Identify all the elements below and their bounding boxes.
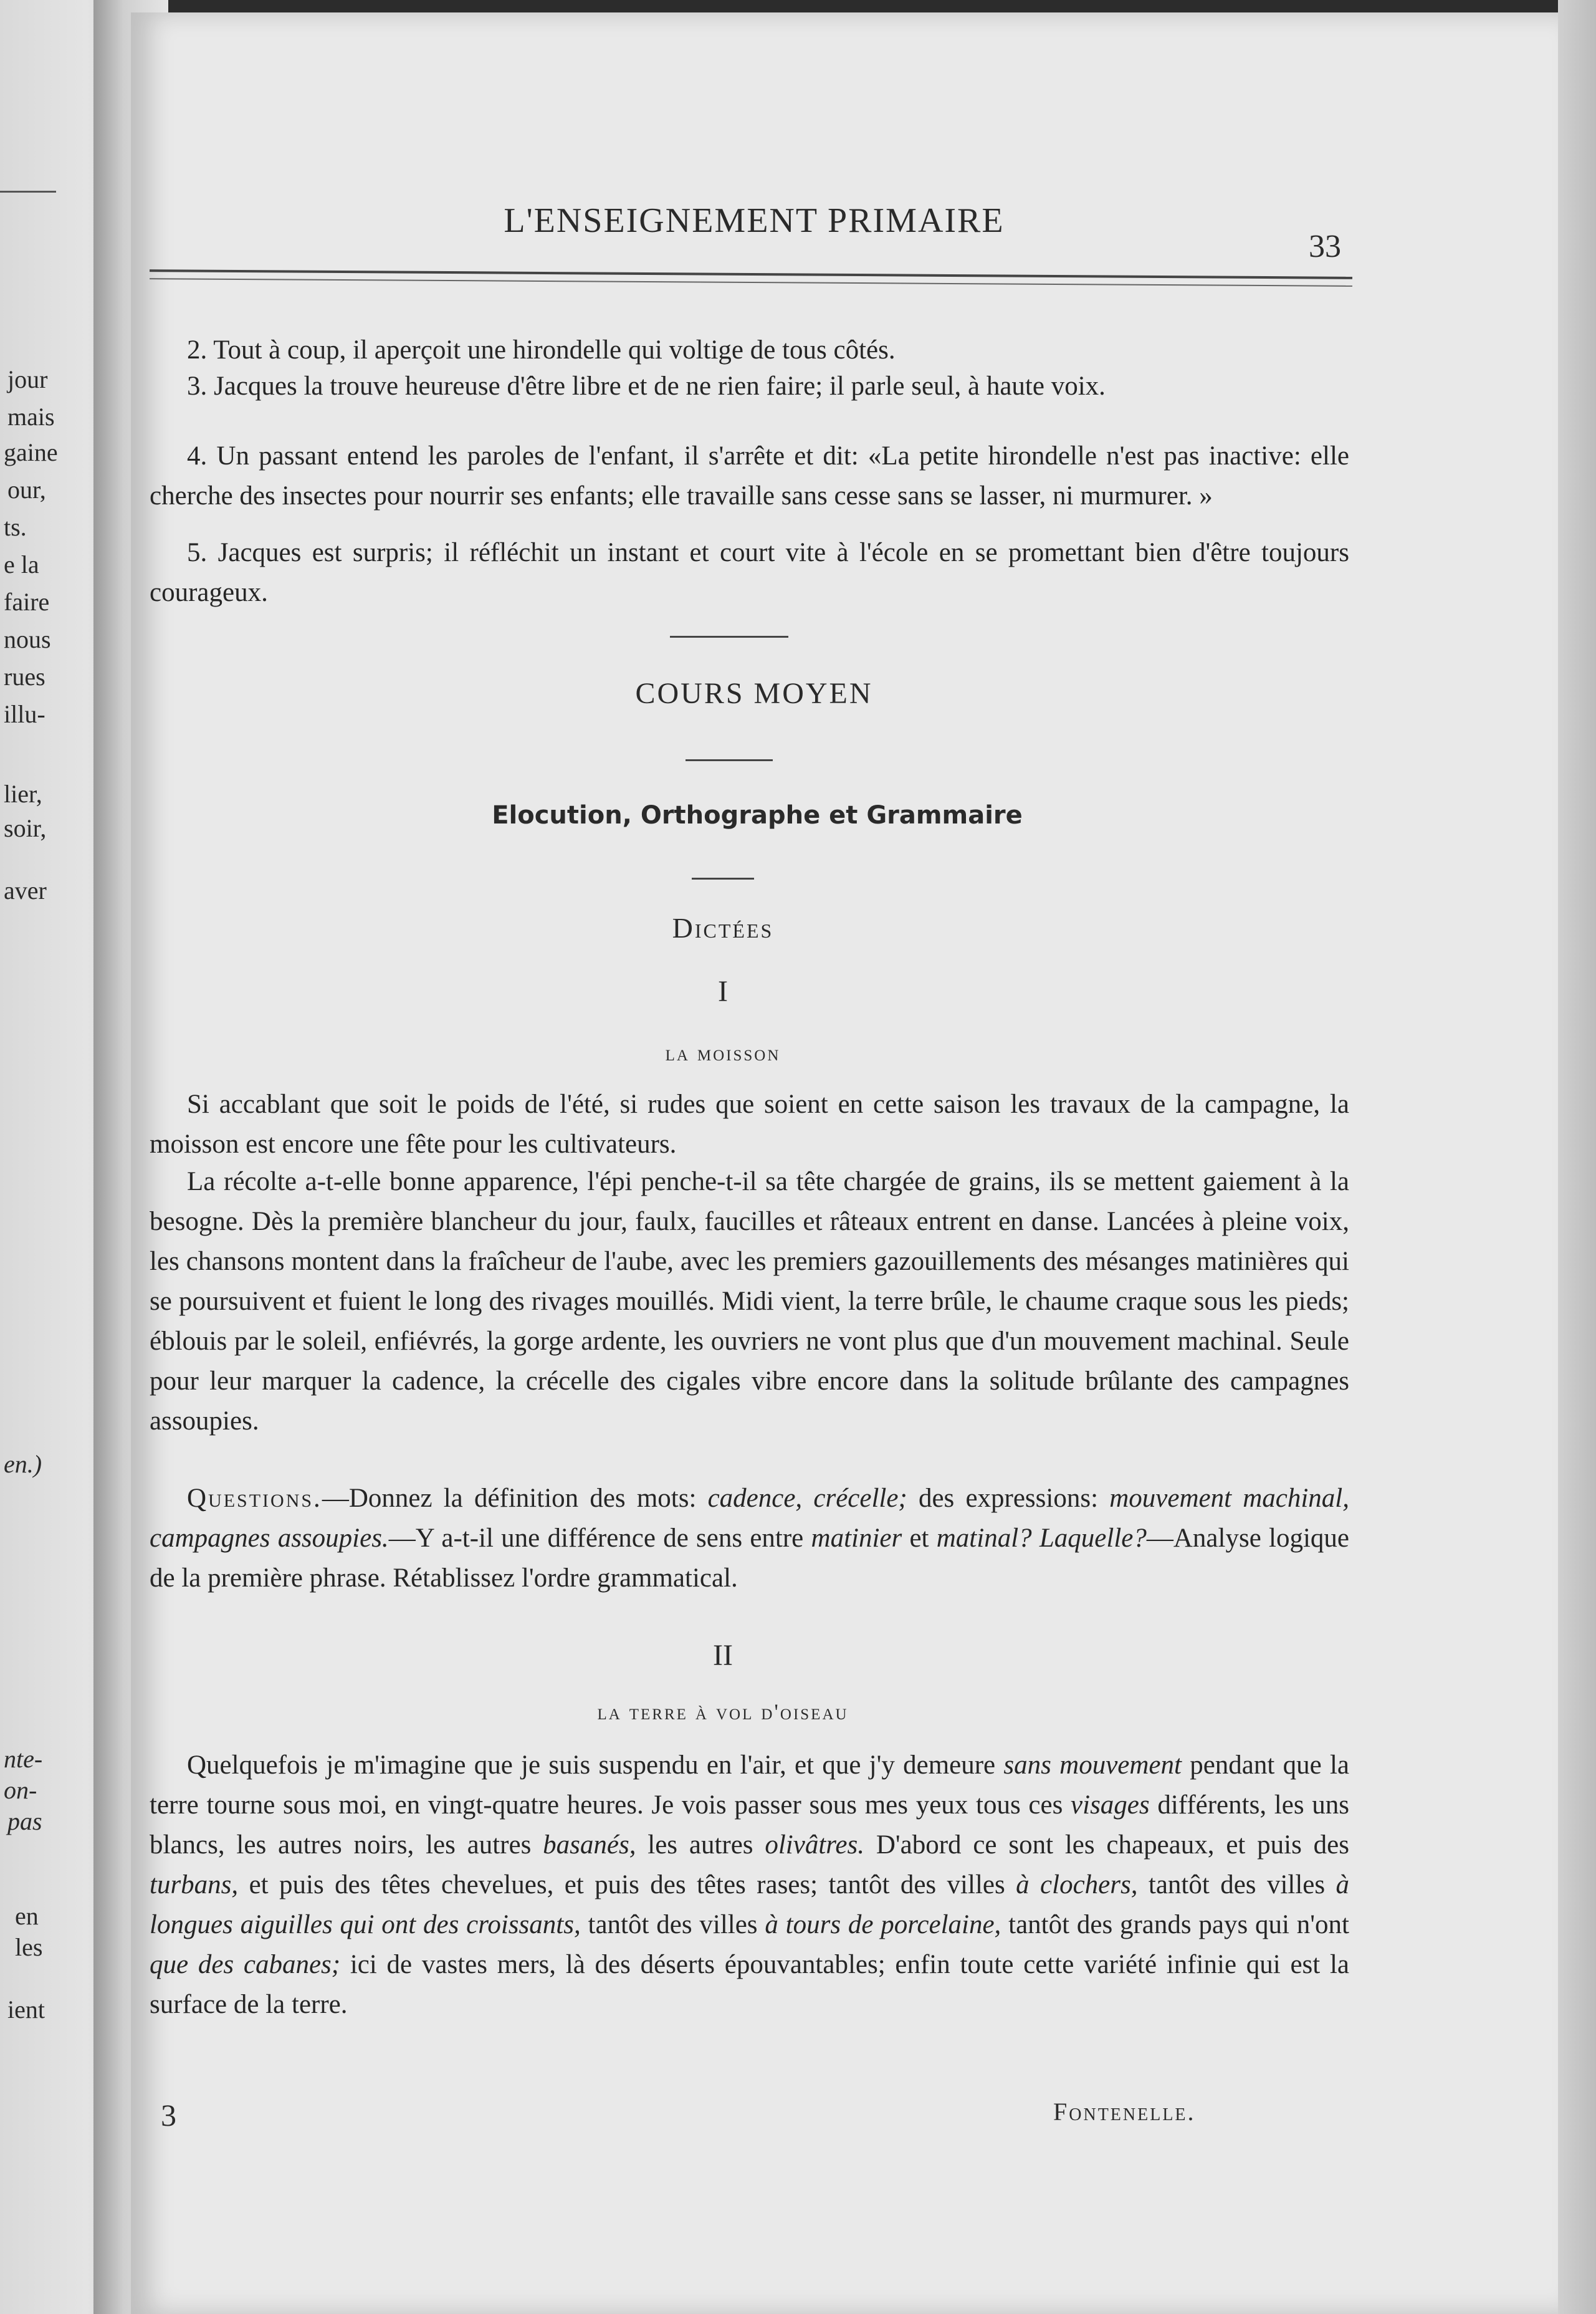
facing-page-fragment: gaine [4,438,58,466]
questions-italic: matinal? Laquelle? [936,1524,1147,1553]
questions-italic: mouvement machinal, campagnes assoupies. [150,1484,1349,1553]
dictee-text: les autres [636,1830,765,1860]
page-number: 33 [1309,229,1341,264]
questions-text: des expressions: [907,1484,1110,1513]
facing-page-fragment: lier, [4,780,42,808]
dictee-text: tantôt des grands pays qui n'ont [1001,1910,1350,1939]
dictee-italic: à tours de porcelaine, [765,1910,1001,1939]
author-attribution: Fontenelle. [1053,2098,1196,2126]
dictee-text: Quelquefois je m'imagine que je suis suspendu en l'air, et que j'y demeure [187,1750,1004,1780]
facing-page-fragment: ts. [4,513,27,541]
facing-page-fragment: les [15,1933,43,1961]
facing-page-fragment: en [15,1902,39,1930]
dictee-text: tantôt des villes [1137,1870,1336,1899]
dictee-title: la moisson [665,1040,781,1065]
facing-page-rule [0,191,56,193]
dictee-text: pendant que la terre tourne sous moi, en vingt-quatre heures. Je vois passer sous mes yeux tous ces [150,1750,1349,1820]
dictee-italic: que des cabanes; [150,1950,341,1979]
dictee-text: et puis des têtes chevelues, et puis des têtes rases; tantôt des villes [238,1870,1016,1899]
questions-text: —Y a-t-il une différence de sens entre [388,1524,811,1553]
facing-page-fragment: ient [7,1995,45,2024]
dictee-italic: olivâtres. [765,1830,864,1860]
facing-page-fragment: mais [7,403,55,431]
dictee-paragraph: Si accablant que soit le poids de l'été, si rudes que soient en cette saison les travaux de la campagne, la moisson est encore une fête pour les cultivateurs. [150,1090,1349,1159]
facing-page-fragment: e la [4,550,39,578]
dictee-italic: basanés, [543,1830,636,1860]
facing-page-fragment: our, [7,476,46,504]
section-title: COURS MOYEN [635,677,873,710]
facing-page-fragment: jour [7,365,48,393]
dictee-numeral: II [713,1639,733,1672]
questions-italic: cadence, crécelle; [707,1484,907,1513]
questions-text: —Donnez la définition des mots: [322,1484,708,1513]
facing-page-fragment: faire [4,588,50,616]
signature-mark: 3 [161,2098,176,2133]
dictee-italic: à longues aiguilles qui ont des croissants, [150,1870,1350,1939]
dictee-paragraph: La récolte a-t-elle bonne apparence, l'épi penche-t-il sa tête chargée de grains, ils se mettent gaiement à la besogne. Dès la première blancheur du jour, faulx, faucilles et râteaux entrent en danse. Lancées à pleine voix, les chansons montent dans la fraîcheur de l'aube, avec les premiers gazouillements des mésanges matinières qui se poursuivent et fuient le long des rivages mouillés. Midi vient, la terre brûle, le chaume craque sous les pieds; éblouis par le soleil, enfiévrés, la gorge ardente, les ouvriers ne vont plus que d'un mouvement machinal. Seule pour leur marquer la cadence, la crécelle des cigales vibre encore dans la solitude brûlante des campagnes assoupies. [150,1167,1349,1436]
section-divider [670,636,788,638]
dictee-text: ici de vastes mers, là des déserts épouvantables; enfin toute cette variété infinie qui est la surface de la terre. [150,1950,1349,2019]
dictee-numeral: I [718,975,728,1008]
running-header-title: L'ENSEIGNEMENT PRIMAIRE [504,201,1005,240]
questions-paragraph [150,1479,1349,1598]
page-edge [1558,0,1596,2314]
facing-page-fragment: illu- [4,700,45,728]
dictee-text: D'abord ce sont les chapeaux, et puis des [864,1830,1349,1860]
dictee-italic: turbans, [150,1870,239,1899]
intro-item-5: 5. Jacques est surpris; il réfléchit un instant et court vite à l'école en se promettant bien d'être toujours courageux. [150,538,1349,607]
intro-item-4: 4. Un passant entend les paroles de l'enfant, il s'arrête et dit: «La petite hirondelle n'est pas inactive: elle cherche des insectes pour nourrir ses enfants; elle travaille sans cesse sans se lasser, ni murmurer. » [150,441,1349,511]
questions-text: —Analyse logique de la première phrase. Rétablissez l'ordre grammatical. [150,1524,1349,1593]
facing-page-fragment: aver [4,876,47,905]
section-divider [692,878,754,880]
section-subtitle: Elocution, Orthographe et Grammaire [492,801,1023,830]
dictee-paragraph [150,1745,1349,2025]
facing-page-fragment: pas [7,1807,42,1835]
dictee-italic: à clochers, [1016,1870,1138,1899]
section-divider [686,759,773,761]
dictees-heading: Dictées [672,912,774,944]
intro-item-3: 3. Jacques la trouve heureuse d'être libre et de ne rien faire; il parle seul, à haute voix. [187,372,1106,401]
dictee-italic: sans mouvement [1003,1750,1182,1780]
dictee-text: différents, les uns blancs, les autres noirs, les autres [150,1790,1350,1860]
questions-italic: matinier [811,1524,902,1553]
questions-label: Questions. [187,1484,322,1513]
facing-page-fragment: rues [4,663,45,691]
facing-page-fragment: soir, [4,814,47,842]
dictee-italic: visages [1071,1790,1150,1820]
facing-page-fragment: nte- [4,1745,43,1773]
dictee-title: la terre à vol d'oiseau [597,1699,849,1724]
intro-item-2: 2. Tout à coup, il aperçoit une hirondelle qui voltige de tous côtés. [187,335,896,365]
facing-page-fragment: nous [4,625,51,653]
facing-page-fragment: on- [4,1776,37,1804]
facing-page-fragment: en.) [4,1450,42,1478]
questions-text: et [902,1524,937,1553]
dictee-text: tantôt des villes [580,1910,765,1939]
